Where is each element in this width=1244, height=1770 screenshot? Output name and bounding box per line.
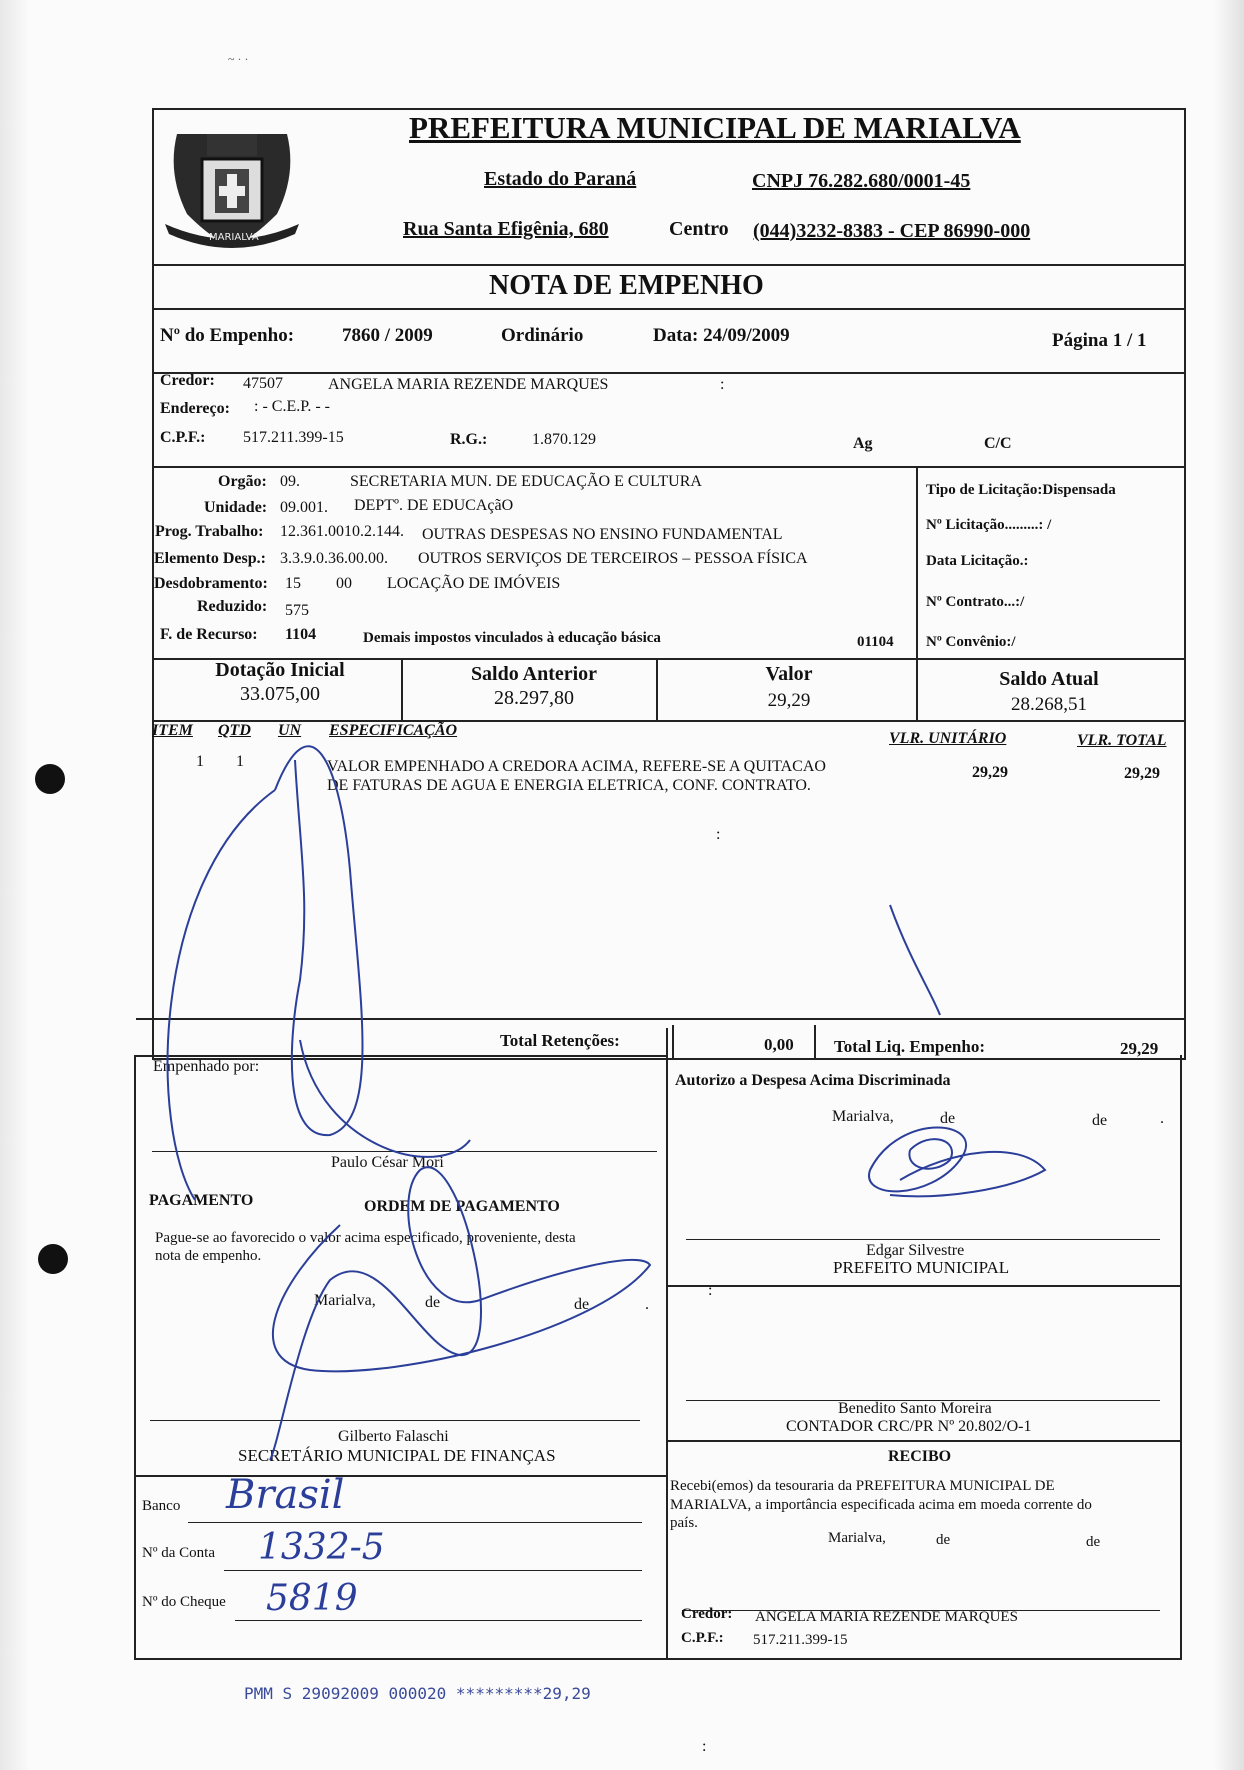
signature-stroke [168,790,275,1200]
licitacao-data: Data Licitação.: [926,553,1029,569]
banco-value: Brasil [226,1472,345,1518]
prog-name: OUTRAS DESPESAS NO ENSINO FUNDAMENTAL [422,526,783,543]
credor-name: ANGELA MARIA REZENDE MARQUES [328,376,609,393]
col-total-header: VLR. TOTAL [1077,732,1167,749]
contador-name: Benedito Santo Moreira [838,1400,992,1417]
recurso-name: Demais impostos vinculados à educação básica [363,630,661,646]
rg-value: 1.870.129 [532,431,596,448]
pagamento-dot: . [645,1296,649,1313]
pagamento-city: Marialva, [314,1292,376,1309]
document-title: NOTA DE EMPENHO [489,270,764,301]
cheque-label: Nº do Cheque [142,1594,226,1610]
unidade-code: 09.001. [280,499,328,516]
ag-label: Ag [853,435,873,452]
secretario-role: SECRETÁRIO MUNICIPAL DE FINANÇAS [238,1446,556,1465]
header-cnpj: CNPJ 76.282.680/0001-45 [752,170,971,192]
empenho-number: 7860 / 2009 [342,325,433,346]
col-item-header: ITEM [152,722,193,739]
recibo-credor-name: ANGELA MARIA REZENDE MARQUES [755,1609,1018,1625]
autorizo-dot: . [1160,1110,1164,1127]
address-label: Endereço: [160,400,230,417]
ordem-pagamento-title: ORDEM DE PAGAMENTO [364,1198,560,1215]
desdobramento-code-2: 00 [336,575,352,592]
retencoes-label: Total Retenções: [500,1031,620,1050]
recibo-city: Marialva, [828,1530,886,1546]
prog-label: Prog. Trabalho: [155,523,264,540]
machine-stamp: PMM S 29092009 000020 *********29,29 [244,1684,591,1703]
recurso-code: 1104 [285,626,317,643]
signature-stroke [300,1040,470,1157]
row-unit-value: 29,29 [972,764,1008,781]
liquido-value: 29,29 [1120,1039,1159,1058]
cc-label: C/C [984,435,1012,452]
row-total-value: 29,29 [1124,765,1160,782]
desdobramento-name: LOCAÇÃO DE IMÓVEIS [387,575,561,592]
header-state: Estado do Paraná [484,168,637,190]
elemento-label: Elemento Desp.: [154,550,266,567]
autorizo-de-1: de [940,1110,956,1127]
dotacao-label: Dotação Inicial [215,659,345,681]
pagamento-text-1: Pague-se ao favorecido o valor acima especificado, proveniente, desta [155,1230,576,1246]
row-spec-line-2: DE FATURAS DE AGUA E ENERGIA ELETRICA, CONF. CONTRATO. [327,777,811,794]
credor-code: 47507 [243,375,283,392]
unidade-name: DEPTº. DE EDUCAçãO [354,497,514,514]
orgao-name: SECRETARIA MUN. DE EDUCAÇÃO E CULTURA [350,473,702,490]
row-qtd: 1 [236,753,244,770]
signature-stroke [869,1128,1045,1197]
recibo-title: RECIBO [888,1448,952,1465]
reduzido-label: Reduzido: [197,598,268,615]
empenhado-label: Empenhado por: [153,1058,260,1075]
secretario-name: Gilberto Falaschi [338,1428,449,1445]
prefeito-role: PREFEITO MUNICIPAL [833,1258,1010,1277]
licitacao-tipo: Tipo de Licitação:Dispensada [926,482,1116,498]
credor-label: Credor: [160,372,215,389]
header-street: Rua Santa Efigênia, 680 [403,218,609,240]
pagamento-de-2: de [574,1296,590,1313]
recurso-ref: 01104 [857,634,894,650]
desdobramento-code-1: 15 [285,575,301,592]
desdobramento-label: Desdobramento: [154,575,268,592]
saldo-anterior-value: 28.297,80 [494,687,574,709]
header-title: PREFEITURA MUNICIPAL DE MARIALVA [409,110,1021,145]
recibo-de-1: de [936,1532,951,1548]
prog-code: 12.361.0010.2.144. [280,523,404,540]
rg-label: R.G.: [450,431,488,448]
row-spec-line-1: VALOR EMPENHADO A CREDORA ACIMA, REFERE-SE A QUITACAO [327,758,826,775]
cheque-value: 5819 [266,1578,358,1619]
pagamento-label: PAGAMENTO [149,1192,254,1209]
recibo-cpf: 517.211.399-15 [753,1632,848,1648]
header-district: Centro [669,218,729,240]
retencoes-value: 0,00 [764,1035,794,1054]
items-colon: : [716,826,721,843]
recibo-text-2: MARIALVA, a importância especificada acima em moeda corrente do [670,1497,1092,1513]
conta-label: Nº da Conta [142,1545,215,1561]
header-phone-cep: (044)3232-8383 - CEP 86990-000 [753,220,1031,242]
scan-specks: ~ · · [228,52,249,66]
prefeito-name: Edgar Silvestre [866,1242,965,1259]
col-un-header: UN [278,722,302,739]
recibo-credor-label: Credor: [681,1606,733,1622]
signature-stroke [275,746,363,1135]
licitacao-contrato: Nº Contrato...:/ [926,594,1025,610]
autorizo-de-2: de [1092,1112,1108,1129]
empenhado-name: Paulo César Mori [331,1154,444,1171]
saldo-atual-label: Saldo Atual [999,668,1099,690]
valor-value: 29,29 [767,690,811,711]
separator-colon: : [708,1282,713,1299]
autorizo-text: Autorizo a Despesa Acima Discriminada [675,1072,951,1089]
unidade-label: Unidade: [204,499,268,516]
credor-colon: : [720,376,725,393]
conta-value: 1332-5 [258,1527,385,1568]
contador-role: CONTADOR CRC/PR Nº 20.802/O-1 [786,1418,1032,1435]
elemento-code: 3.3.9.0.36.00.00. [280,550,388,567]
address-value: : - C.E.P. - - [254,398,330,415]
elemento-name: OUTROS SERVIÇOS DE TERCEIROS – PESSOA FÍSICA [418,550,808,567]
empenho-type: Ordinário [501,325,584,346]
orgao-code: 09. [280,473,300,490]
cpf-value: 517.211.399-15 [243,429,344,446]
licitacao-numero: Nº Licitação.........: / [926,517,1052,533]
recibo-text-3: país. [670,1515,698,1531]
col-spec-header: ESPECIFICAÇÃO [329,722,458,739]
valor-label: Valor [765,663,813,685]
banco-label: Banco [142,1498,181,1514]
dotacao-value: 33.075,00 [240,683,320,705]
saldo-anterior-label: Saldo Anterior [470,663,598,685]
signature-stroke [890,905,940,1015]
pagamento-de-1: de [425,1294,441,1311]
saldo-atual-value: 28.268,51 [1011,694,1087,715]
pagamento-text-2: nota de empenho. [155,1248,262,1264]
footer-colon: : [702,1738,707,1755]
liquido-label: Total Liq. Empenho: [834,1037,985,1056]
cpf-label: C.P.F.: [160,429,206,446]
signature-stroke [270,1167,650,1460]
orgao-label: Orgão: [218,473,267,490]
crest-text: MARIALVA [209,232,259,243]
empenho-date: Data: 24/09/2009 [653,325,790,346]
empenho-number-label: Nº do Empenho: [160,325,295,346]
recibo-text-1: Recebi(emos) da tesouraria da PREFEITURA MUNICIPAL DE [670,1478,1055,1494]
col-unit-header: VLR. UNITÁRIO [889,730,1007,747]
recibo-cpf-label: C.P.F.: [681,1630,724,1646]
reduzido-value: 575 [285,602,309,619]
row-item: 1 [196,753,204,770]
empenho-page: Página 1 / 1 [1052,330,1147,351]
recurso-label: F. de Recurso: [160,626,258,643]
recibo-de-2: de [1086,1534,1101,1550]
autorizo-city: Marialva, [832,1108,894,1125]
col-qtd-header: QTD [218,722,251,739]
licitacao-convenio: Nº Convênio:/ [926,634,1016,650]
